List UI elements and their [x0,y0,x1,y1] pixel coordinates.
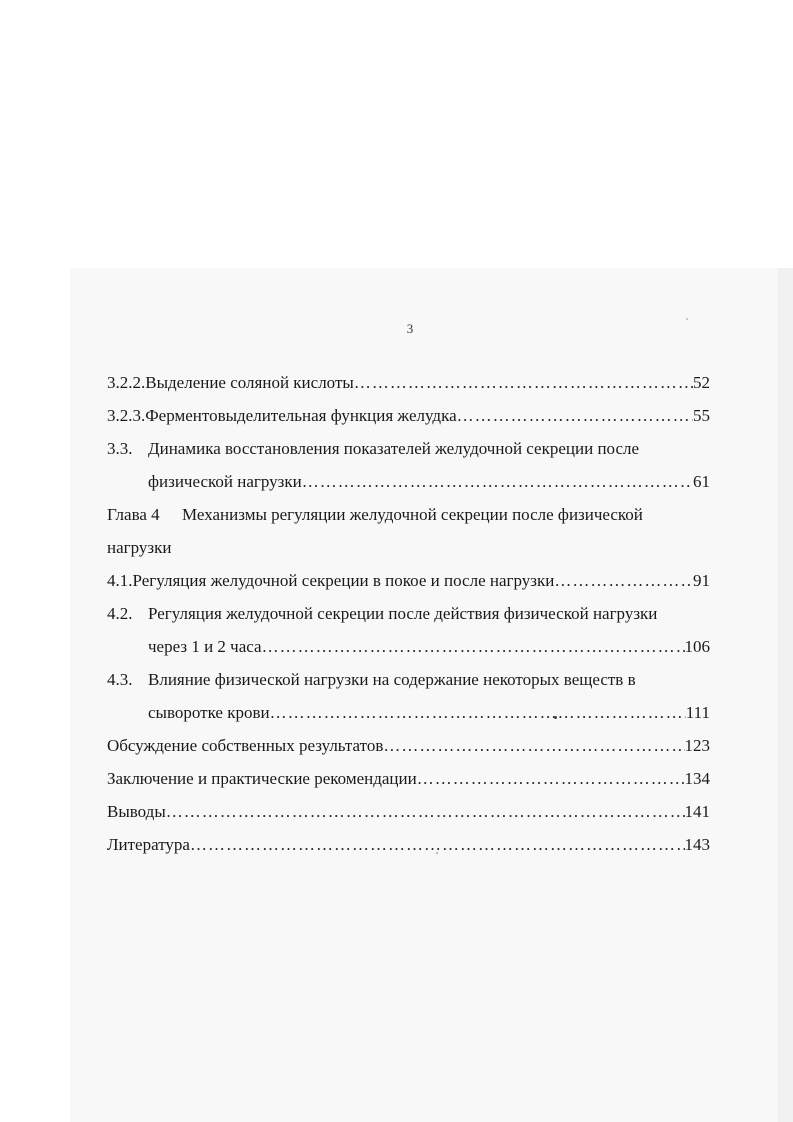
toc-chapter-title-continued: нагрузки [107,538,172,557]
toc-entry-page: 52 [693,373,710,392]
toc-entry-page: 141 [684,802,710,821]
toc-entry-conclusion [107,762,710,795]
toc-entry-findings [107,795,710,828]
toc-entry-title: Выделение соляной кислоты [145,373,354,392]
toc-line-continuation [107,531,710,564]
toc-leader-dots [554,564,693,597]
scan-speck [686,318,688,320]
toc-entry-title: Динамика восстановления показателей желудочной секреции после [148,439,640,458]
page-number: 3 [406,321,414,336]
toc-entry-page: 123 [684,736,710,755]
toc-line [107,663,710,696]
toc-entry-page: 106 [684,637,710,656]
toc-entry-title: Регуляция желудочной секреции после действия физической нагрузки [148,604,658,623]
toc-leader-dots [270,696,686,729]
toc-line [107,729,710,762]
toc-entry-number: 4.2. [107,604,133,623]
toc-leader-dots [190,828,685,861]
toc-entry-title-continued: сыворотке крови [148,703,270,722]
toc-chapter-4 [107,498,710,564]
toc-entry-title-continued: через 1 и 2 часа [148,637,262,656]
toc-entry-4-3 [107,663,710,729]
toc-line [107,795,710,828]
toc-line [107,432,710,465]
toc-entry-page: 61 [693,472,710,491]
toc-entry-title: Обсуждение собственных результатов [107,736,384,755]
toc-entry-references [107,828,710,861]
toc-line-continuation [107,696,710,729]
toc-entry-number: 3.2.2. [107,373,146,392]
toc-entry-title: Ферментовыделительная функция желудка [145,406,457,425]
toc-entry-page: 91 [693,571,710,590]
toc-entry-page: 111 [685,703,710,722]
toc-entry-number: 4.3. [107,670,133,689]
toc-entry-4-1 [107,564,710,597]
toc-leader-dots [417,762,685,795]
table-of-contents [107,366,710,861]
scan-edge [778,268,793,1122]
toc-leader-dots [383,729,684,762]
toc-line [107,399,710,432]
scan-speck [554,716,557,719]
toc-line [107,828,710,861]
toc-entry-discussion [107,729,710,762]
toc-leader-dots [302,465,693,498]
toc-leader-dots [262,630,685,663]
toc-entry-page: 143 [684,835,710,854]
toc-line [107,498,710,531]
toc-entry-title: Выводы [107,802,166,821]
toc-entry-3-2-3 [107,399,710,432]
toc-entry-title: Регуляция желудочной секреции в покое и после нагрузки [132,571,555,590]
scan-speck [436,852,438,854]
toc-entry-3-2-2 [107,366,710,399]
toc-line [107,597,710,630]
toc-line [107,366,710,399]
toc-chapter-number: Глава 4 [107,505,160,524]
toc-entry-3-3 [107,432,710,498]
toc-line [107,564,710,597]
toc-entry-title: Литература [107,835,190,854]
toc-entry-title: Заключение и практические рекомендации [107,769,417,788]
toc-entry-title-continued: физической нагрузки [148,472,302,491]
toc-line [107,762,710,795]
toc-entry-4-2 [107,597,710,663]
toc-leader-dots [354,366,693,399]
toc-leader-dots [457,399,693,432]
toc-chapter-title: Механизмы регуляции желудочной секреции после физической [182,505,643,524]
toc-line-continuation [107,465,710,498]
toc-entry-number: 4.1. [107,571,133,590]
toc-leader-dots [166,795,685,828]
toc-entry-page: 55 [693,406,710,425]
toc-entry-number: 3.3. [107,439,133,458]
toc-entry-title: Влияние физической нагрузки на содержание некоторых веществ в [148,670,636,689]
toc-line-continuation [107,630,710,663]
toc-entry-page: 134 [684,769,710,788]
toc-entry-number: 3.2.3. [107,406,146,425]
